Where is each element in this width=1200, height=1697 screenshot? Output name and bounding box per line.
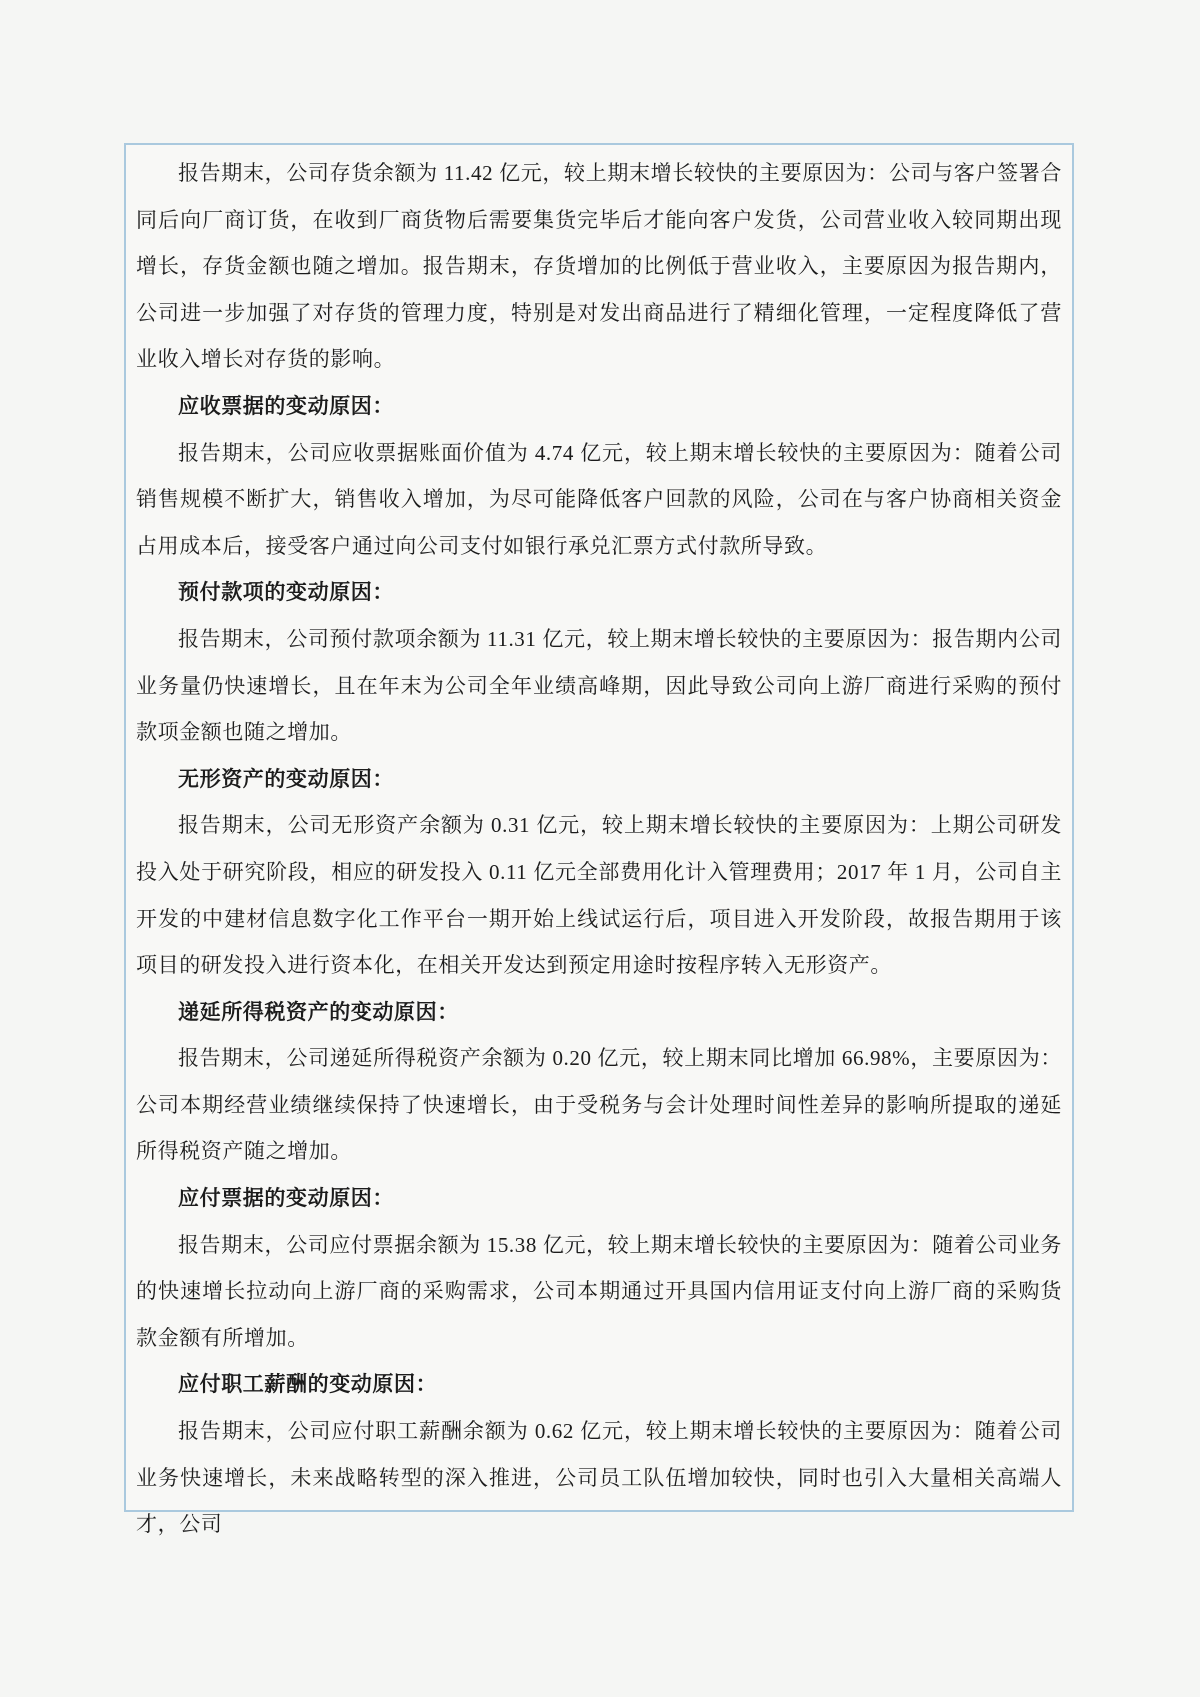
- heading-notes-payable: 应付票据的变动原因：: [178, 1186, 394, 1211]
- para-deferred-tax-assets: 报告期末，公司递延所得税资产余额为 0.20 亿元，较上期末同比增加 66.98%，主要原因为：公司本期经营业绩继续保持了快速增长，由于受税务与会计处理时间性差异的影响所提取的递延所得税资产随之增加。: [136, 1046, 1062, 1164]
- content-frame: [124, 143, 1074, 1537]
- para-employee-compensation: 报告期末，公司应付职工薪酬余额为 0.62 亿元，较上期末增长较快的主要原因为：随着公司业务快速增长，未来战略转型的深入推进，公司员工队伍增加较快，同时也引入大量相关高端人才，公司: [136, 1419, 1062, 1537]
- para-prepayments: 报告期末，公司预付款项余额为 11.31 亿元，较上期末增长较快的主要原因为：报告期内公司业务量仍快速增长，且在年末为公司全年业绩高峰期，因此导致公司向上游厂商进行采购的预付款项金额也随之增加。: [136, 626, 1062, 745]
- heading-deferred-tax-assets: 递延所得税资产的变动原因：: [178, 999, 459, 1024]
- para-notes-receivable: 报告期末，公司应收票据账面价值为 4.74 亿元，较上期末增长较快的主要原因为：随着公司销售规模不断扩大，销售收入增加，为尽可能降低客户回款的风险，公司在与客户协商相关资金占用成本后，接受客户通过向公司支付如银行承兑汇票方式付款所导致。: [136, 440, 1062, 558]
- heading-notes-receivable: 应收票据的变动原因：: [178, 393, 394, 418]
- para-notes-payable: 报告期末，公司应付票据余额为 15.38 亿元，较上期末增长较快的主要原因为：随着公司业务的快速增长拉动向上游厂商的采购需求，公司本期通过开具国内信用证支付向上游厂商的采购货款金额有所增加。: [136, 1232, 1062, 1350]
- para-intangible-assets: 报告期末，公司无形资产余额为 0.31 亿元，较上期末增长较快的主要原因为：上期公司研发投入处于研究阶段，相应的研发投入 0.11 亿元全部费用化计入管理费用；2017 年 1 月，公司自主开发的中建材信息数字化工作平台一期开始上线试运行后，项目进入开发阶段，故报告期用于该项目的研发投入进行资本化，在相关开发达到预定用途时按程序转入无形资产。: [136, 813, 1062, 978]
- heading-intangible-assets: 无形资产的变动原因：: [178, 766, 394, 791]
- para-inventory-change: 报告期末，公司存货余额为 11.42 亿元，较上期末增长较快的主要原因为：公司与客户签署合同后向厂商订货，在收到厂商货物后需要集货完毕后才能向客户发货，公司营业收入较同期出现增长，存货金额也随之增加。报告期末，存货增加的比例低于营业收入，主要原因为报告期内，公司进一步加强了对存货的管理力度，特别是对发出商品进行了精细化管理，一定程度降低了营业收入增长对存货的影响。: [136, 161, 1062, 372]
- heading-prepayments: 预付款项的变动原因：: [178, 580, 394, 605]
- heading-employee-compensation: 应付职工薪酬的变动原因：: [178, 1372, 438, 1397]
